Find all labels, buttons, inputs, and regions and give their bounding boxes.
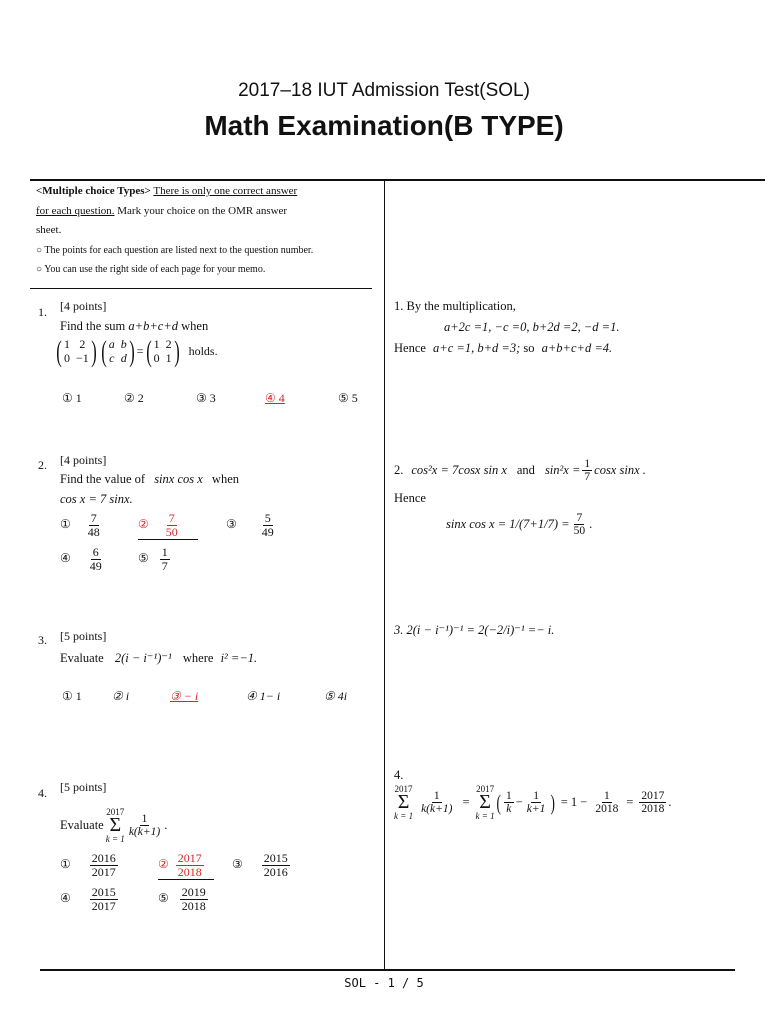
stem-text-post: when: [211, 472, 239, 486]
solution-2-result: sinx cos x = 1/(7+1/7) = $\frac{7}{50}$ .: [446, 512, 593, 538]
question-4-points: [5 points]: [60, 780, 107, 794]
q1-option-1[interactable]: ① 1: [62, 391, 82, 405]
column-divider: [384, 181, 385, 969]
bullet-icon: ○: [36, 244, 43, 256]
solution-2-line-1: 2. cos²x = 7cosx sin x and sin²x = $\frac{1}{7}$ cosx sinx .: [394, 458, 646, 484]
page-subtitle: 2017–18 IUT Admission Test(SOL): [238, 80, 530, 101]
question-2-condition: cos x = 7 sinx.: [60, 492, 133, 506]
stem-text-post: when: [181, 319, 209, 333]
stem-text: Find the sum: [60, 319, 126, 333]
solution-4-lead: 4.: [394, 768, 404, 782]
bullet-icon: ○: [36, 264, 43, 275]
q4-option-4[interactable]: ④ $\frac{2015}{2017}$: [60, 885, 116, 913]
question-3-stem: [60, 650, 257, 666]
summation-symbol: 2017 Σ k = 1: [105, 807, 125, 845]
q2-option-3[interactable]: ③ $\frac{5}{49}$: [226, 511, 274, 539]
q4-option-5[interactable]: ⑤ $\frac{2019}{2018}$: [158, 885, 206, 913]
q1-option-5[interactable]: ⑤ 5: [338, 391, 358, 405]
bottom-rule: [40, 969, 735, 971]
instructions-line-1: [36, 182, 376, 202]
solution-2-hence: Hence: [394, 491, 426, 506]
bullet-text-1: The points for each question are listed next to the question number.: [44, 244, 314, 256]
matrix-a: ( 1 2 0 −1 ): [56, 335, 97, 368]
stem-condition: i² =−1.: [220, 651, 258, 665]
solution-4: [394, 768, 672, 820]
instruction-bullet-2: [36, 260, 376, 280]
question-4-stem: Evaluate 2017 Σ k = 1 $\frac{1}{k(k+1)}$ .: [60, 807, 168, 845]
solution-4-equation: 2017 Σ k = 1 $\frac{1}{k(k+1)}$ = 2017 Σ k = 1 ( $\frac{1}{k}$ − $\frac{1}{k+1}$ ) = 1 − $\frac{1}{2018}$ = $\frac{2017}{2018}$ .: [394, 784, 672, 822]
top-rule: [30, 179, 765, 181]
instruction-rest: Mark your choice on the OMR answer: [114, 204, 288, 217]
instructions-line-3: sheet.: [36, 224, 62, 236]
question-1-matrix-equation: ( 1 2 0 −1 ) ( a b c d ) = ( 1 2 0 1 ) holds.: [54, 337, 218, 367]
q1-option-4-correct[interactable]: ④ 4: [265, 391, 285, 405]
q2-option-1[interactable]: ① $\frac{7}{48}$: [60, 511, 100, 539]
solution-2: [394, 458, 646, 537]
page-number: SOL - 1 / 5: [344, 976, 424, 990]
type-label: <Multiple choice Types>: [36, 185, 151, 197]
q3-option-3-correct[interactable]: ③ − i: [170, 689, 199, 703]
q2-option-2-correct[interactable]: ② $\frac{7}{50}$: [138, 512, 198, 540]
q1-option-2[interactable]: ② 2: [124, 391, 144, 405]
question-2-stem: [60, 472, 239, 487]
q4-option-2-correct[interactable]: ② $\frac{2017}{2018}$: [158, 852, 214, 880]
holds-text: holds.: [188, 343, 218, 358]
q4-option-1[interactable]: ① $\frac{2016}{2017}$: [60, 851, 116, 879]
stem-text-mid: where: [182, 651, 214, 665]
instruction-underlined-1: There is only one correct answer: [153, 185, 298, 197]
instructions-rule: [30, 288, 372, 289]
solution-1-line-3: Hence a+c =1, b+d =3; so a+b+c+d =4.: [394, 341, 613, 355]
question-3-number: 3.: [38, 633, 47, 647]
q2-option-4[interactable]: ④ $\frac{6}{49}$: [60, 545, 102, 573]
bullet-text-2: You can use the right side of each page for your memo.: [44, 264, 266, 275]
q3-option-5[interactable]: ⑤ 4i: [324, 689, 348, 703]
question-4-number: 4.: [38, 786, 47, 800]
matrix-c: ( 1 2 0 1 ): [145, 335, 180, 368]
instructions-line-2: [36, 202, 376, 222]
q1-option-3[interactable]: ③ 3: [196, 391, 216, 405]
instruction-bullet-1: [36, 241, 376, 261]
matrix-b: ( a b c d ): [101, 335, 135, 368]
q3-option-1[interactable]: ① 1: [62, 689, 82, 703]
stem-text: Find the value of: [60, 472, 146, 486]
question-2-points: [4 points]: [60, 453, 107, 467]
question-1-points: [4 points]: [60, 299, 107, 313]
question-1-stem: [60, 319, 208, 334]
page-title: Math Examination(B TYPE): [204, 110, 564, 141]
solution-1-line-1: 1. By the multiplication,: [394, 299, 516, 313]
stem-expression: 2(i − i⁻¹)⁻¹: [114, 651, 172, 665]
q3-option-4[interactable]: ④ 1− i: [246, 689, 281, 703]
stem-expression: a+b+c+d: [128, 319, 179, 333]
instruction-underlined-2: for each question.: [36, 204, 115, 217]
solution-1-line-2: a+2c =1, −c =0, b+2d =2, −d =1.: [444, 320, 620, 334]
solution-3: 3. 2(i − i⁻¹)⁻¹ = 2(−2/i)⁻¹ =− i.: [394, 623, 555, 637]
question-1-number: 1.: [38, 305, 47, 319]
q4-option-3[interactable]: ③ $\frac{2015}{2016}$: [232, 851, 288, 879]
q2-option-5[interactable]: ⑤ $\frac{1}{7}$: [138, 545, 168, 573]
solution-1: [394, 296, 619, 359]
stem-text: Evaluate: [60, 651, 104, 665]
stem-text: Evaluate: [60, 818, 104, 833]
q3-option-2[interactable]: ② i: [112, 689, 130, 703]
question-2-number: 2.: [38, 458, 47, 472]
stem-expression: sinx cos x: [154, 472, 203, 486]
instructions: [36, 182, 376, 280]
question-3-points: [5 points]: [60, 629, 107, 643]
